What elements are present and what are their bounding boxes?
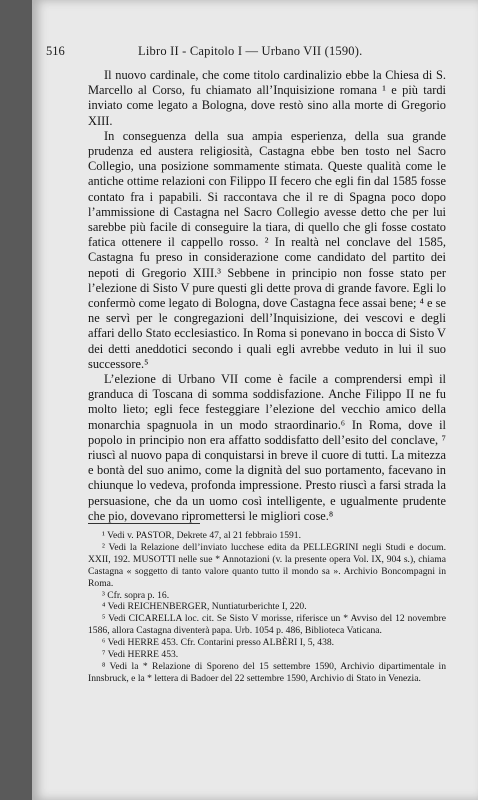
book-page <box>32 0 478 800</box>
footnote: ² Vedi la Relazione dell’inviato lucchese edita da PELLEGRINI negli Studi e docum. XXII, 192. MUSOTTI nelle sue * Annotazioni (v. la presente opera Vol. IX, 904 s.), chiama Castagna « soggetto di tanto valore quanto tutto il mondo sa ». Archivio Boncompagni in Roma. <box>88 541 446 589</box>
footnote: ³ Cfr. sopra p. 16. <box>102 589 170 601</box>
page-number: 516 <box>46 44 65 58</box>
paragraph: Il nuovo cardinale, che come titolo cardinalizio ebbe la Chiesa di S. Marcello al Corso, fu chiamato all’Inquisizione romana ¹ e più tardi inviato come legato a Bologna, dove restò sino alla morte di Gregorio XIII. <box>88 68 446 128</box>
footnote: ⁵ Vedi CICARELLA loc. cit. Se Sisto V morisse, riferisce un * Avviso del 12 novembre 1586, allora Castagna diventerà papa. Urb. 1054 p. 486, Biblioteca Vaticana. <box>88 613 446 637</box>
footnote: ⁴ Vedi REICHENBERGER, Nuntiaturberichte I, 220. <box>102 601 307 613</box>
footnote: ⁸ Vedi la * Relazione di Sporeno del 15 settembre 1590, Archivio dipartimentale in Innsbruck, e la * lettera di Badoer del 22 settembre 1590, Archivio di Stato in Venezia. <box>88 660 446 684</box>
paragraph: L’elezione di Urbano VII come è facile a comprendersi empì il granduca di Toscana di somma soddisfazione. Anche Filippo II ne fu molto lieto; egli fece festeggiare l’elezione del vecchio amico della monarchia spagnuola in un modo straordinario.⁶ In Roma, dove il popolo in principio non era affatto soddisfatto dell’esito del conclave, ⁷ riuscì al nuovo papa di conquistarsi in breve il cuore di tutti. La mitezza e bontà del suo animo, come la dignità del suo portamento, facevano in chiunque lo vedeva, profonda impressione. Presto riuscì a farsi strada la persuasione, che da un uomo così intelligente, e ugualmente prudente che pio, dovevano ripromettersi le migliori cose.⁸ <box>88 372 446 523</box>
footnote: ¹ Vedi v. PASTOR, Dekrete 47, al 21 febbraio 1591. <box>102 530 301 541</box>
footnote: ⁷ Vedi HERRE 453. <box>102 649 179 661</box>
footnote-separator <box>88 523 200 524</box>
paragraph: In conseguenza della sua ampia esperienza, della sua grande prudenza ed austera religiosità, Castagna ebbe ben tosto nel Sacro Collegio, una posizione sommamente stimata. Queste qualità come le antiche ottime relazioni con Filippo II fecero che egli fin dal 1585 fosse contato fra i papabili. Si raccontava che il re di Spagna poco dopo l’ammissione di Castagna nel Sacro Collegio avesse detto che per lui sarebbe più facile di conseguire la tiara, di quello che gli fosse costato fatica ottenere il cappello rosso. ² In realtà nel conclave del 1585, Castagna fu preso in considerazione come candidato del partito dei nepoti di Gregorio XIII.³ Sebbene in principio non fosse stato per l’elezione di Sisto V pure questi gli dette prova di grande favore. Egli lo confermò come legato di Bologna, dove Castagna fece assai bene; ⁴ e se ne servì per le congregazioni dell’Inquisizione, dei vescovi e degli affari dello Stato ecclesiastico. In Roma si ponevano in bocca di Sisto V dei detti aneddotici secondo i quali egli avrebbe veduto in lui il suo successore.⁵ <box>88 128 446 371</box>
running-title: Libro II - Capitolo I — Urbano VII (1590). <box>138 44 363 58</box>
main-text <box>88 68 446 524</box>
footnote: ⁶ Vedi HERRE 453. Cfr. Contarini presso ALBÈRI I, 5, 438. <box>102 637 335 649</box>
footnotes <box>88 530 446 685</box>
